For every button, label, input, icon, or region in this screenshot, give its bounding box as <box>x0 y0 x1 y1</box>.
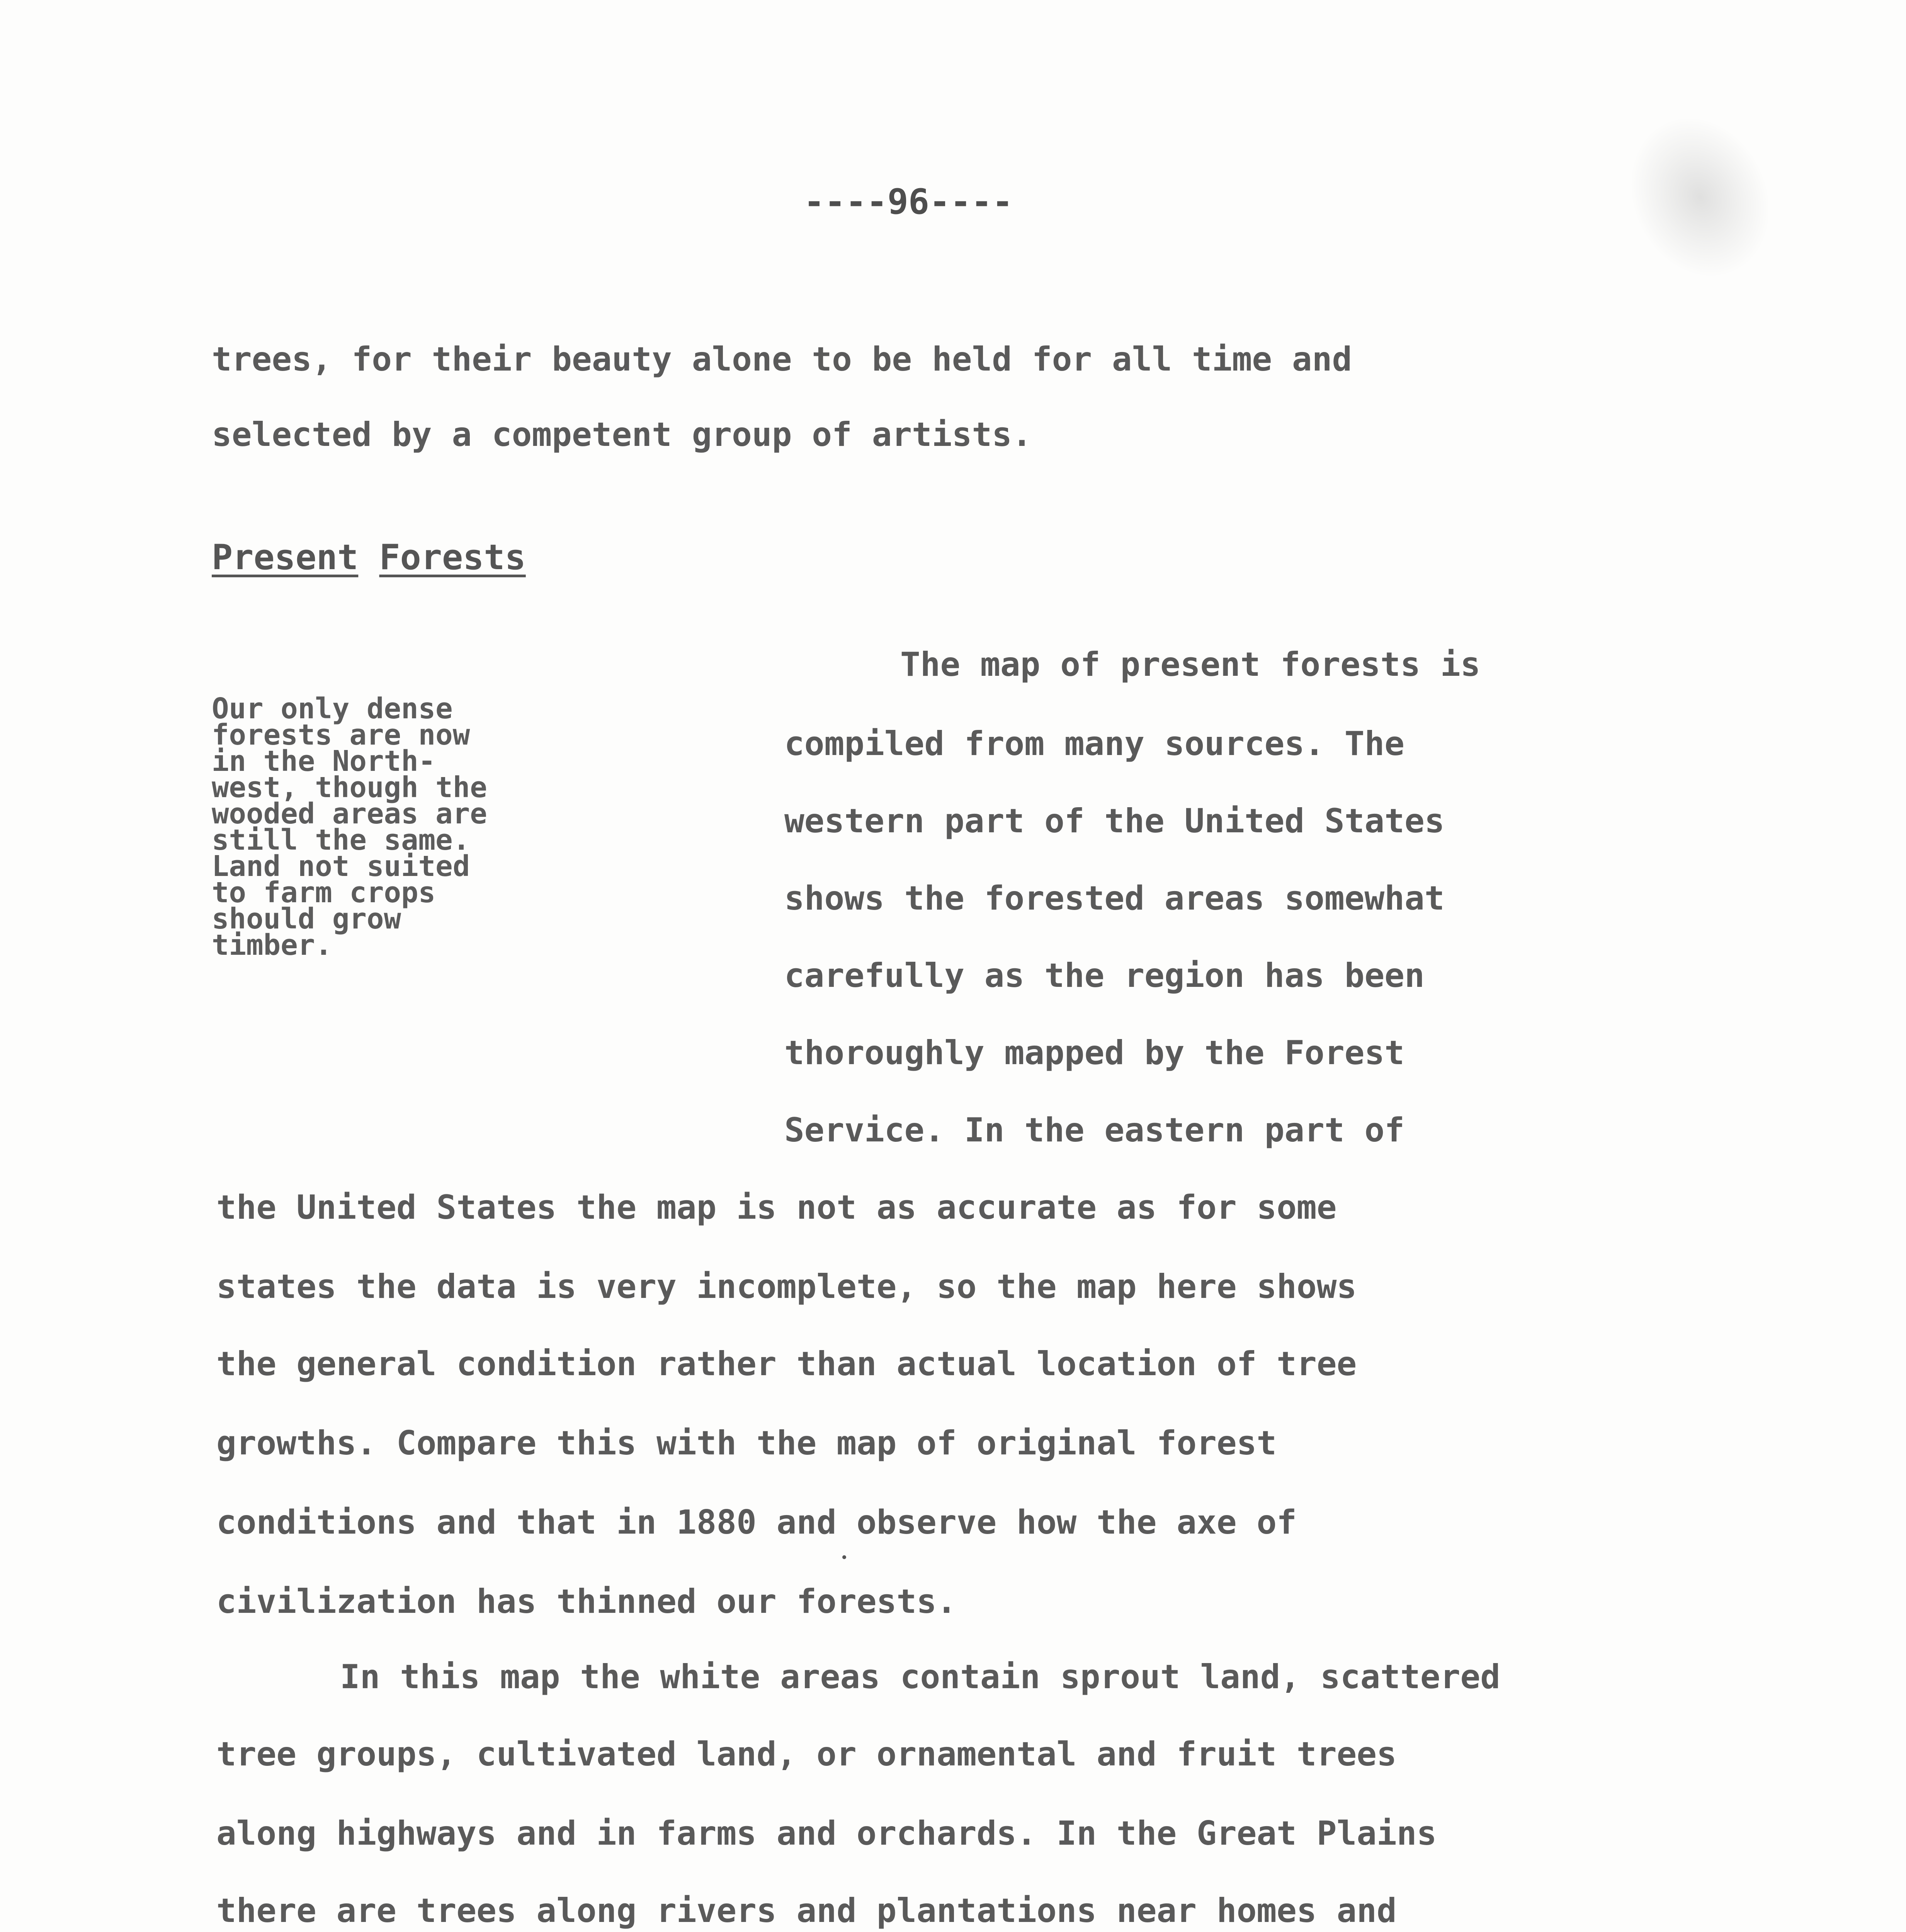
margin-note-line: should grow <box>212 902 401 935</box>
text-line: Service. In the eastern part of <box>784 1111 1405 1150</box>
text-line: there are trees along rivers and plantations near homes and <box>216 1891 1397 1930</box>
margin-note-line: wooded areas are <box>212 797 487 830</box>
text-line: selected by a competent group of artists. <box>212 415 1032 454</box>
text-line: civilization has thinned our forests. <box>216 1582 957 1621</box>
text-line: conditions and that in 1880 and observe how the axe of <box>216 1503 1297 1542</box>
text-line: tree groups, cultivated land, or ornamental and fruit trees <box>216 1735 1397 1774</box>
text-line: shows the forested areas somewhat <box>784 879 1445 918</box>
text-line: thoroughly mapped by the Forest <box>784 1034 1405 1072</box>
heading-word: Forests <box>379 537 526 578</box>
margin-note <box>212 692 487 962</box>
text-line: western part of the United States <box>784 802 1445 840</box>
text-line: the general condition rather than actual location of tree <box>216 1345 1357 1383</box>
margin-note-line: in the North- <box>212 745 436 778</box>
margin-note-line: still the same. <box>212 823 470 857</box>
text-line: trees, for their beauty alone to be held for all time and <box>212 340 1352 379</box>
text-line: In this map the white areas contain sprout land, scattered <box>340 1658 1501 1696</box>
text-line: compiled from many sources. The <box>784 724 1405 763</box>
ink-speck <box>842 1555 846 1559</box>
section-heading <box>212 537 526 578</box>
margin-note-line: forests are now <box>212 718 470 752</box>
margin-note-line: timber. <box>212 929 332 962</box>
margin-note-line: to farm crops <box>212 876 436 909</box>
page-number: ----96---- <box>804 182 1013 222</box>
text-line: The map of present forests is <box>900 645 1481 684</box>
margin-note-line: Land not suited <box>212 850 470 883</box>
text-line: along highways and in farms and orchards. In the Great Plains <box>216 1814 1437 1853</box>
text-line: growths. Compare this with the map of original forest <box>216 1424 1277 1463</box>
margin-note-line: Our only dense <box>212 692 453 725</box>
margin-note-line: west, though the <box>212 771 487 804</box>
ink-smudge <box>1606 96 1794 298</box>
heading-word: Present <box>212 537 359 578</box>
text-line: the United States the map is not as accurate as for some <box>216 1188 1337 1227</box>
text-line: states the data is very incomplete, so the map here shows <box>216 1267 1357 1306</box>
text-line: carefully as the region has been <box>784 956 1425 995</box>
